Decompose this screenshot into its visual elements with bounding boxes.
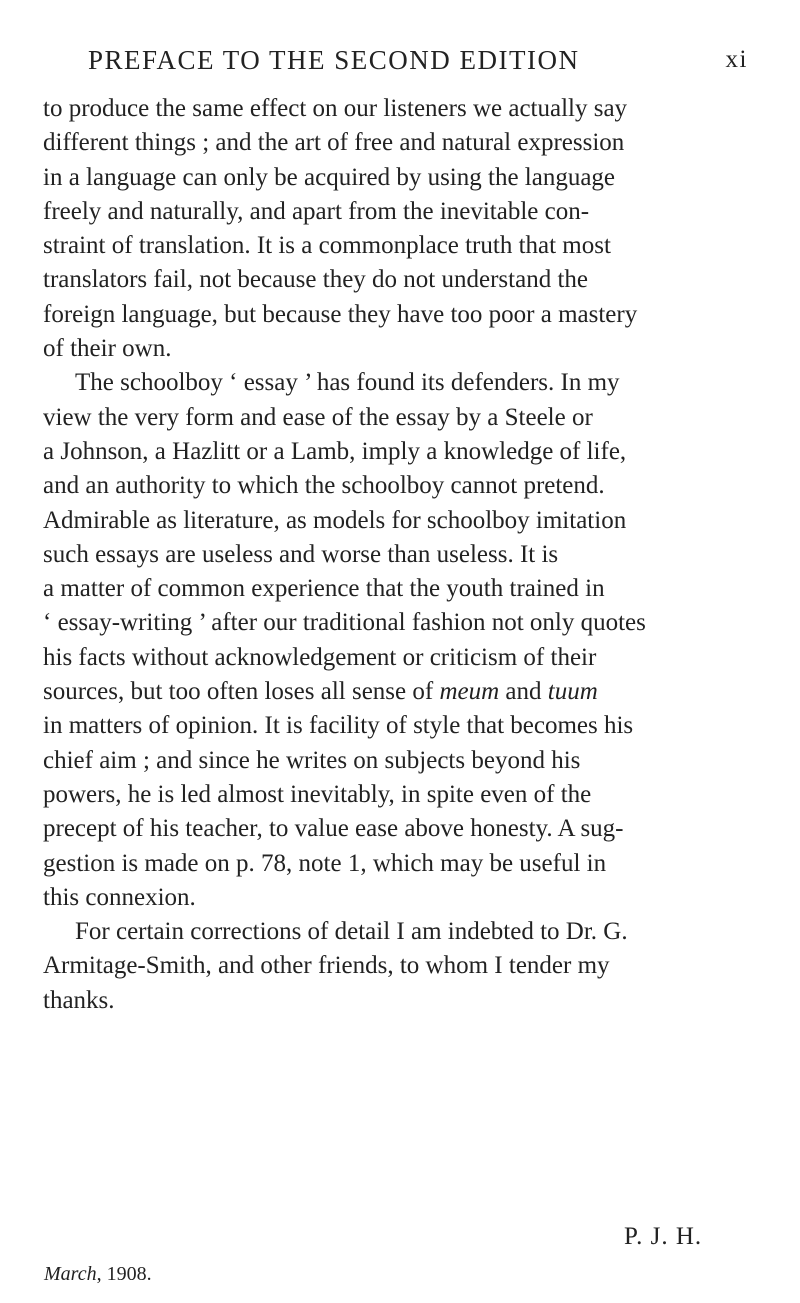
text-line: this connexion. <box>43 883 196 911</box>
text-line: powers, he is led almost inevitably, in spite even of the <box>43 780 592 808</box>
running-title: PREFACE TO THE SECOND EDITION <box>88 45 580 75</box>
text-line: to produce the same effect on our listeners we actually say <box>43 95 628 122</box>
text-line: of their own. <box>43 335 172 363</box>
text-line: foreign language, but because they have too poor a mastery <box>43 300 638 328</box>
preface-text <box>43 92 757 1018</box>
text-line: straint of translation. It is a commonplace truth that most <box>43 232 611 260</box>
text-line: and an authority to which the schoolboy cannot pretend. <box>43 472 605 500</box>
text-segment: sources, but too often loses all sense of <box>43 678 434 706</box>
text-line: Armitage-Smith, and other friends, to whom I tender my <box>43 952 610 980</box>
author-initials: P. J. H. <box>624 1223 703 1250</box>
date-year: , 1908. <box>96 1263 152 1285</box>
text-line: thanks. <box>43 986 115 1014</box>
text-line: translators fail, not because they do not understand the <box>43 266 588 294</box>
italic-term: tuum <box>547 678 598 706</box>
text-line: gestion is made on p. 78, note 1, which may be useful in <box>43 849 607 877</box>
text-line: ‘ essay-writing ’ after our traditional fashion not only quotes <box>43 609 646 637</box>
text-line: The schoolboy ‘ essay ’ has found its defenders. In my <box>75 369 620 397</box>
preface-date <box>44 1263 152 1286</box>
text-line: precept of his teacher, to value ease above honesty. A sug- <box>43 815 624 843</box>
text-line: a Johnson, a Hazlitt or a Lamb, imply a knowledge of life, <box>43 437 627 465</box>
text-line: different things ; and the art of free and natural expression <box>43 129 625 157</box>
text-line: his facts without acknowledgement or criticism of their <box>43 643 597 671</box>
text-line: view the very form and ease of the essay by a Steele or <box>43 403 593 431</box>
text-line: in a language can only be acquired by using the language <box>43 163 616 191</box>
text-line: For certain corrections of detail I am indebted to Dr. G. <box>75 918 628 946</box>
text-line: such essays are useless and worse than useless. It is <box>43 540 559 568</box>
text-line: in matters of opinion. It is facility of style that becomes his <box>43 712 634 740</box>
date-month: March <box>44 1263 97 1285</box>
text-line: Admirable as literature, as models for schoolboy imitation <box>43 506 627 534</box>
text-segment: and <box>505 678 542 706</box>
text-line: a matter of common experience that the youth trained in <box>43 575 605 603</box>
page-number: xi <box>725 46 748 73</box>
text-line: chief aim ; and since he writes on subjects beyond his <box>43 746 581 774</box>
text-line <box>43 675 757 709</box>
italic-term: meum <box>439 678 500 706</box>
text-line: freely and naturally, and apart from the inevitable con- <box>43 197 590 225</box>
